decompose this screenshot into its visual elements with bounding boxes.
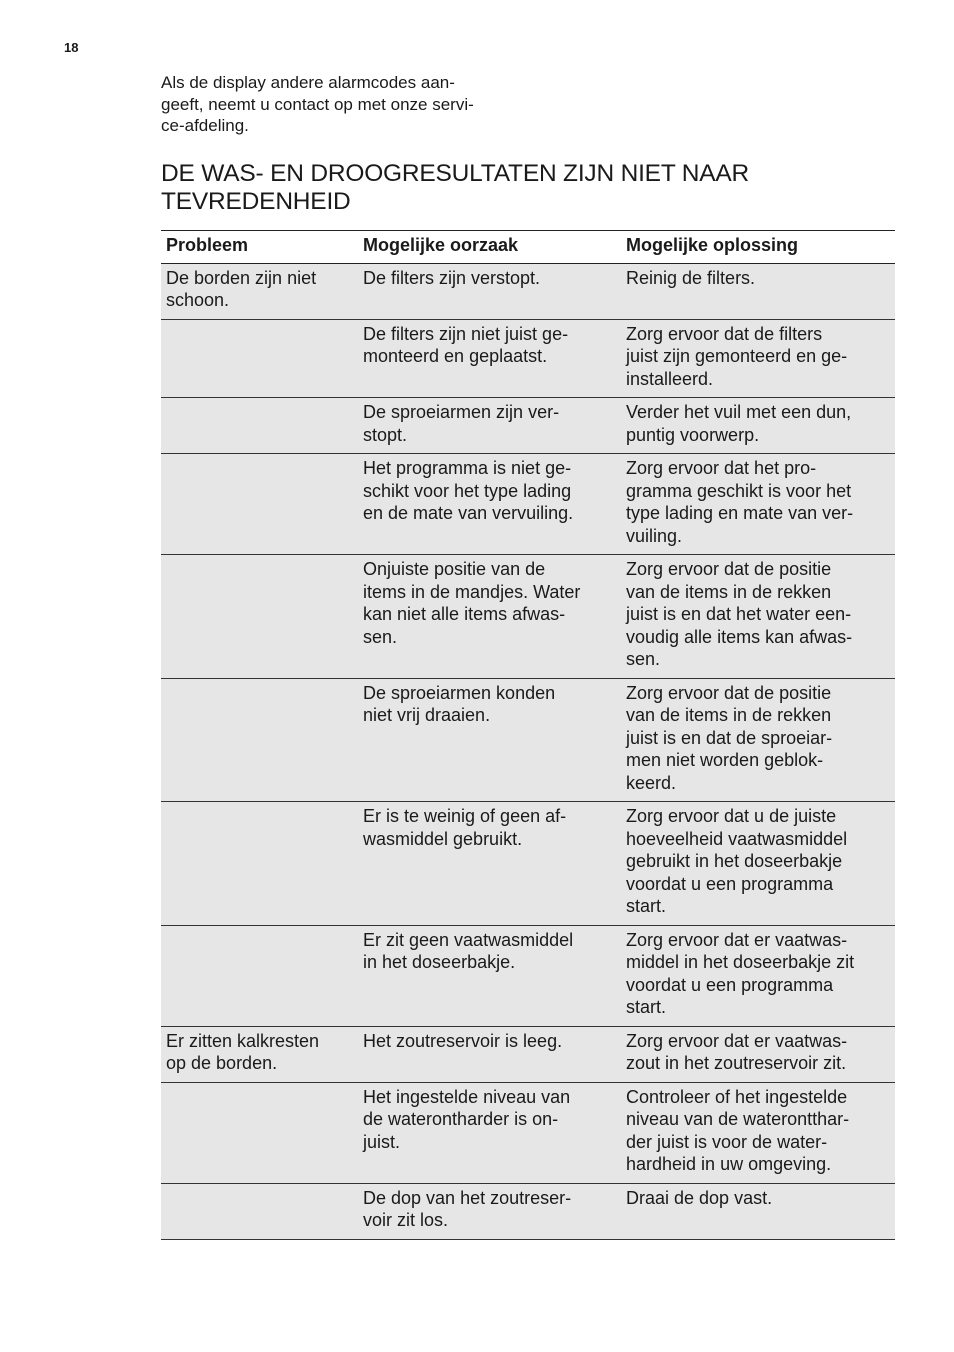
cell-text-line: puntig voorwerp. xyxy=(626,424,760,445)
table-header-row xyxy=(161,231,895,264)
cell-text-line: voordat u een programma xyxy=(626,974,834,995)
cell-text-line: Zorg ervoor dat de filters xyxy=(626,323,823,344)
cell-text-line: De borden zijn niet xyxy=(166,267,317,288)
problem-cell xyxy=(161,1026,358,1082)
section-title-line: TEVREDENHEID xyxy=(161,188,351,215)
header-solution: Mogelijke oplossing xyxy=(621,231,895,264)
solution-cell xyxy=(621,1082,895,1183)
cell-text-line: Er zitten kalkresten xyxy=(166,1030,320,1051)
problem-cell xyxy=(161,454,358,555)
cell-text-line: hardheid in uw omgeving. xyxy=(626,1154,832,1174)
cell-text-line: type lading en mate van ver- xyxy=(626,503,854,523)
cell-text-line: De dop van het zoutreser- xyxy=(363,1187,572,1208)
intro-line: geeft, neemt u contact op met onze servi- xyxy=(161,94,474,114)
solution-cell xyxy=(621,555,895,679)
cell-text-line: Draai de dop vast. xyxy=(626,1187,773,1208)
table-row xyxy=(161,925,895,1026)
cell-text-line: De sproeiarmen konden xyxy=(363,682,556,703)
cell-text-line: vuiling. xyxy=(626,525,683,546)
problem-cell xyxy=(161,925,358,1026)
cell-text-line: keerd. xyxy=(626,772,677,793)
cause-cell xyxy=(358,454,621,555)
cause-cell xyxy=(358,678,621,802)
cell-text-line: start. xyxy=(626,997,667,1017)
cell-text-line: Het ingestelde niveau van xyxy=(363,1086,571,1107)
cause-cell xyxy=(358,1183,621,1239)
table-row xyxy=(161,802,895,926)
cause-cell xyxy=(358,319,621,398)
problem-cell xyxy=(161,1183,358,1239)
cause-cell xyxy=(358,1026,621,1082)
cell-text-line: start. xyxy=(626,896,667,916)
header-problem: Probleem xyxy=(161,231,358,264)
cell-text-line: wasmiddel gebruikt. xyxy=(363,828,523,849)
cell-text-line: schoon. xyxy=(166,290,230,310)
solution-cell xyxy=(621,1026,895,1082)
cell-text-line: voordat u een programma xyxy=(626,873,834,894)
cause-cell xyxy=(358,802,621,926)
table-row xyxy=(161,1026,895,1082)
cell-text-line: hoeveelheid vaatwasmiddel xyxy=(626,828,848,849)
problem-cell xyxy=(161,319,358,398)
problem-cell xyxy=(161,1082,358,1183)
cell-text-line: juist. xyxy=(363,1131,401,1152)
solution-cell xyxy=(621,319,895,398)
table-row xyxy=(161,1183,895,1239)
cell-text-line: sen. xyxy=(363,626,398,647)
cell-text-line: in het doseerbakje. xyxy=(363,952,516,972)
cell-text-line: De sproeiarmen zijn ver- xyxy=(363,402,560,422)
cell-text-line: Het zoutreservoir is leeg. xyxy=(363,1030,563,1051)
section-title-line: DE WAS- EN DROOGRESULTATEN ZIJN NIET NAAR xyxy=(161,160,750,187)
cell-text-line: De filters zijn niet juist ge- xyxy=(363,323,569,344)
problem-cell xyxy=(161,678,358,802)
cell-text-line: zout in het zoutreservoir zit. xyxy=(626,1053,847,1073)
cause-cell xyxy=(358,263,621,319)
cell-text-line: Er is te weinig of geen af- xyxy=(363,806,567,826)
cell-text-line: men niet worden geblok- xyxy=(626,750,824,770)
cause-cell xyxy=(358,398,621,454)
solution-cell xyxy=(621,802,895,926)
cell-text-line: Er zit geen vaatwasmiddel xyxy=(363,929,574,950)
cell-text-line: Controleer of het ingestelde xyxy=(626,1086,848,1107)
troubleshooting-table xyxy=(161,230,895,1240)
cell-text-line: installeerd. xyxy=(626,368,714,389)
table-row xyxy=(161,263,895,319)
section-title xyxy=(161,160,861,216)
cell-text-line: middel in het doseerbakje zit xyxy=(626,952,855,972)
cell-text-line: voir zit los. xyxy=(363,1210,449,1230)
table-row xyxy=(161,319,895,398)
cell-text-line: sen. xyxy=(626,649,661,669)
table-row xyxy=(161,454,895,555)
cell-text-line: juist zijn gemonteerd en ge- xyxy=(626,346,848,366)
cell-text-line: kan niet alle items afwas- xyxy=(363,604,566,624)
cell-text-line: niet vrij draaien. xyxy=(363,705,491,725)
cell-text-line: der juist is voor de water- xyxy=(626,1131,828,1152)
cell-text-line: items in de mandjes. Water xyxy=(363,581,581,602)
cell-text-line: van de items in de rekken xyxy=(626,705,832,725)
cell-text-line: Het programma is niet ge- xyxy=(363,458,572,478)
table-body xyxy=(161,263,895,1239)
cell-text-line: gramma geschikt is voor het xyxy=(626,480,852,501)
cell-text-line: voudig alle items kan afwas- xyxy=(626,626,853,647)
cell-text-line: monteerd en geplaatst. xyxy=(363,346,548,366)
cell-text-line: Zorg ervoor dat het pro- xyxy=(626,458,817,478)
cell-text-line: stopt. xyxy=(363,424,408,445)
page-number: 18 xyxy=(64,40,79,55)
table-row xyxy=(161,678,895,802)
cell-text-line: op de borden. xyxy=(166,1053,278,1073)
solution-cell xyxy=(621,454,895,555)
cell-text-line: niveau van de waterontthar- xyxy=(626,1109,850,1129)
cell-text-line: Zorg ervoor dat er vaatwas- xyxy=(626,1030,848,1051)
problem-cell xyxy=(161,555,358,679)
problem-cell xyxy=(161,263,358,319)
cause-cell xyxy=(358,925,621,1026)
cause-cell xyxy=(358,1082,621,1183)
cell-text-line: van de items in de rekken xyxy=(626,581,832,602)
solution-cell xyxy=(621,263,895,319)
cell-text-line: juist is en dat de sproeiar- xyxy=(626,727,833,748)
problem-cell xyxy=(161,398,358,454)
solution-cell xyxy=(621,398,895,454)
cell-text-line: Zorg ervoor dat de positie xyxy=(626,559,832,579)
cell-text-line: Zorg ervoor dat u de juiste xyxy=(626,806,837,826)
table-row xyxy=(161,555,895,679)
cell-text-line: Reinig de filters. xyxy=(626,267,756,288)
intro-line: Als de display andere alarmcodes aan- xyxy=(161,73,455,92)
problem-cell xyxy=(161,802,358,926)
solution-cell xyxy=(621,925,895,1026)
cell-text-line: Zorg ervoor dat er vaatwas- xyxy=(626,929,848,950)
cell-text-line: de waterontharder is on- xyxy=(363,1109,559,1129)
intro-line: ce-afdeling. xyxy=(161,116,249,135)
table-row xyxy=(161,398,895,454)
table-row xyxy=(161,1082,895,1183)
intro-paragraph xyxy=(161,72,521,137)
header-cause: Mogelijke oorzaak xyxy=(358,231,621,264)
cell-text-line: Verder het vuil met een dun, xyxy=(626,402,852,422)
cell-text-line: juist is en dat het water een- xyxy=(626,604,852,624)
cause-cell xyxy=(358,555,621,679)
cell-text-line: schikt voor het type lading xyxy=(363,480,572,501)
cell-text-line: en de mate van vervuiling. xyxy=(363,503,574,523)
cell-text-line: Onjuiste positie van de xyxy=(363,559,546,579)
solution-cell xyxy=(621,1183,895,1239)
cell-text-line: gebruikt in het doseerbakje xyxy=(626,851,843,871)
solution-cell xyxy=(621,678,895,802)
cell-text-line: De filters zijn verstopt. xyxy=(363,267,541,288)
cell-text-line: Zorg ervoor dat de positie xyxy=(626,682,832,703)
